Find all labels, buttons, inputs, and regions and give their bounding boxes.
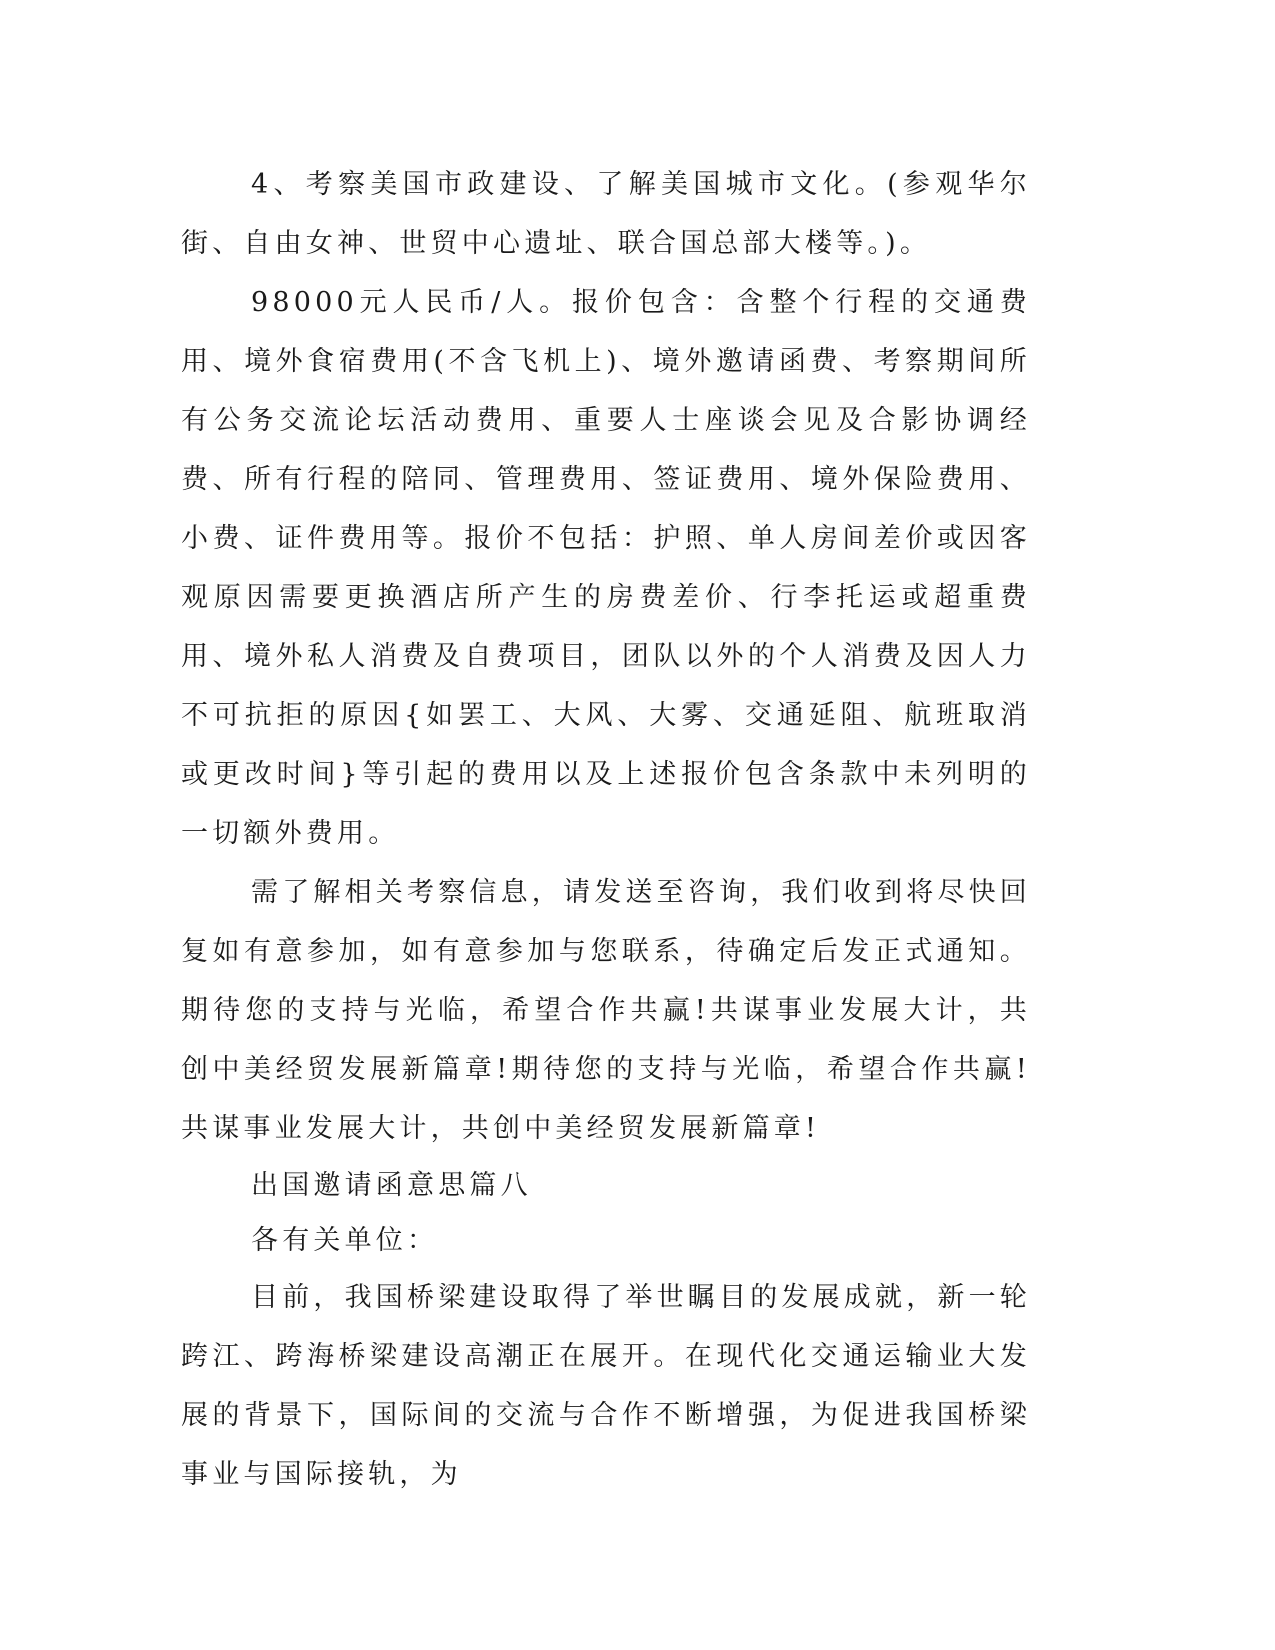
paragraph-inspection-item: 4、考察美国市政建设、了解美国城市文化。(参观华尔街、自由女神、世贸中心遗址、联合国总部大楼等。)。	[181, 169, 1031, 259]
section-heading: 出国邀请函意思篇八	[251, 1170, 532, 1201]
paragraph-contact-info: 需了解相关考察信息，请发送至咨询，我们收到将尽快回复如有意参加，如有意参加与您联系，待确定后发正式通知。期待您的支持与光临，希望合作共赢!共谋事业发展大计，共创中美经贸发展新篇章!期待您的支持与光临，希望合作共赢!共谋事业发展大计，共创中美经贸发展新篇章!	[181, 877, 1031, 1144]
paragraph-price-details: 98000元人民币/人。报价包含：含整个行程的交通费用、境外食宿费用(不含飞机上)、境外邀请函费、考察期间所有公务交流论坛活动费用、重要人士座谈会见及合影协调经费、所有行程的陪同、管理费用、签证费用、境外保险费用、小费、证件费用等。报价不包括：护照、单人房间差价或因客观原因需要更换酒店所产生的房费差价、行李托运或超重费用、境外私人消费及自费项目，团队以外的个人消费及因人力不可抗拒的原因{如罢工、大风、大雾、交通延阻、航班取消或更改时间}等引起的费用以及上述报价包含条款中未列明的一切额外费用。	[181, 287, 1031, 849]
paragraph-bridge-intro: 目前，我国桥梁建设取得了举世瞩目的发展成就，新一轮跨江、跨海桥梁建设高潮正在展开。在现代化交通运输业大发展的背景下，国际间的交流与合作不断增强，为促进我国桥梁事业与国际接轨，为	[181, 1282, 1031, 1490]
salutation: 各有关单位：	[251, 1225, 439, 1256]
document-body	[181, 155, 1031, 1504]
